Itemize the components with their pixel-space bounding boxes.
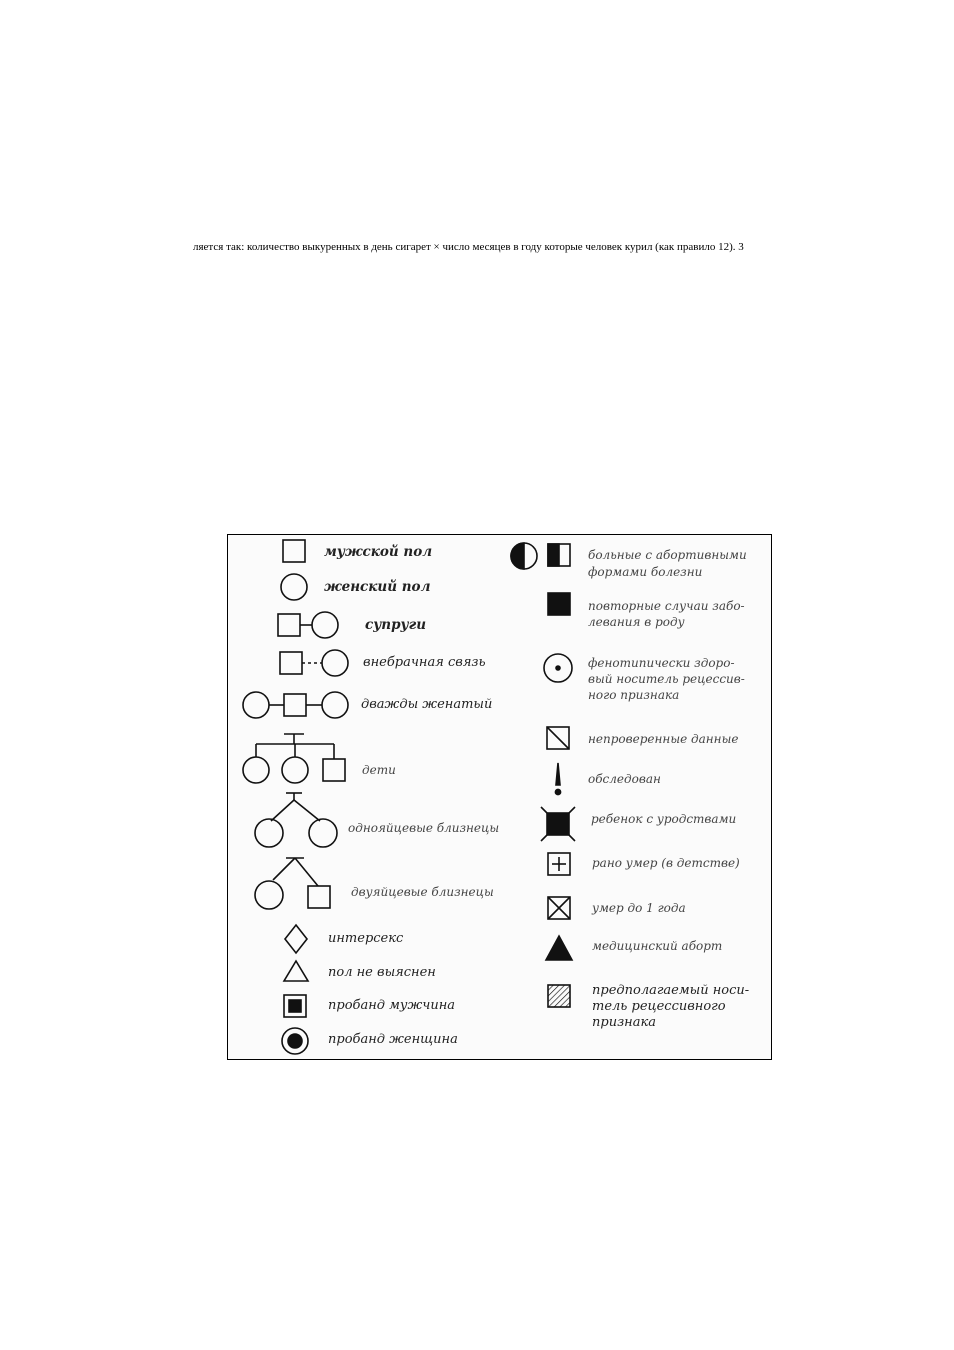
label-malformation: ребенок с уродствами: [591, 812, 737, 826]
label-examined: обследован: [588, 772, 661, 786]
female-circle-icon: [281, 574, 307, 600]
label-identical-twins: однояйцевые близнецы: [348, 821, 500, 835]
label-abortion: медицинский аборт: [592, 939, 723, 953]
label-intersex: интерсекс: [328, 931, 404, 946]
label-repeated-2: левания в роду: [588, 615, 685, 629]
label-carrier-3: ного признака: [588, 688, 680, 702]
label-female: женский пол: [324, 579, 431, 595]
label-proband-male: пробанд мужчина: [328, 998, 456, 1013]
label-unverified: непроверенные данные: [588, 732, 739, 746]
married-twice-icon: [243, 692, 348, 718]
label-carrier-1: фенотипически здоро-: [588, 656, 735, 670]
malformation-icon: [541, 807, 575, 841]
label-presumed-carrier-3: признака: [592, 1015, 656, 1030]
label-repeated-1: повторные случаи забо-: [588, 599, 745, 613]
label-extramarital: внебрачная связь: [363, 655, 486, 670]
extramarital-icon: [280, 650, 348, 676]
label-died-before-one-year: умер до 1 года: [592, 901, 686, 915]
label-children: дети: [362, 763, 396, 777]
label-married-twice: дважды женатый: [361, 697, 493, 712]
proband-female-icon: [282, 1028, 308, 1054]
male-square-icon: [283, 540, 305, 562]
fraternal-twins-icon: [255, 858, 330, 909]
abortion-triangle-icon: [546, 936, 572, 960]
spouses-icon: [278, 612, 338, 638]
proband-male-icon: [284, 995, 306, 1017]
label-male: мужской пол: [324, 544, 433, 560]
examined-mark-icon: [555, 763, 560, 795]
label-spouses: супруги: [365, 617, 427, 633]
label-abortive-1: больные с абортивными: [588, 548, 747, 562]
label-abortive-2: формами болезни: [588, 565, 703, 579]
label-presumed-carrier-1: предполагаемый носи-: [592, 983, 750, 998]
label-carrier-2: вый носитель рецессив-: [588, 672, 745, 686]
repeated-cases-icon: [548, 593, 570, 615]
children-icon: [243, 734, 345, 783]
presumed-carrier-icon: [548, 985, 570, 1007]
intersex-diamond-icon: [285, 925, 307, 953]
label-proband-female: пробанд женщина: [328, 1032, 458, 1047]
pedigree-symbols-legend: [227, 534, 772, 1060]
unverified-data-icon: [547, 727, 569, 749]
page-text-line: ляется так: количество выкуренных в день сигарет × число месяцев в году которые человек курил (как правило 12). 3: [193, 241, 744, 253]
label-presumed-carrier-2: тель рецессивного: [592, 999, 726, 1014]
abortive-forms-icon: [511, 543, 570, 569]
identical-twins-icon: [255, 793, 337, 847]
died-early-icon: [548, 853, 570, 875]
sex-unknown-triangle-icon: [284, 961, 308, 981]
label-sex-unknown: пол не выяснен: [328, 965, 436, 980]
heterozygous-carrier-icon: [544, 654, 572, 682]
label-died-early: рано умер (в детстве): [592, 856, 740, 870]
died-before-one-year-icon: [548, 897, 570, 919]
label-fraternal-twins: двуяйцевые близнецы: [351, 885, 494, 899]
